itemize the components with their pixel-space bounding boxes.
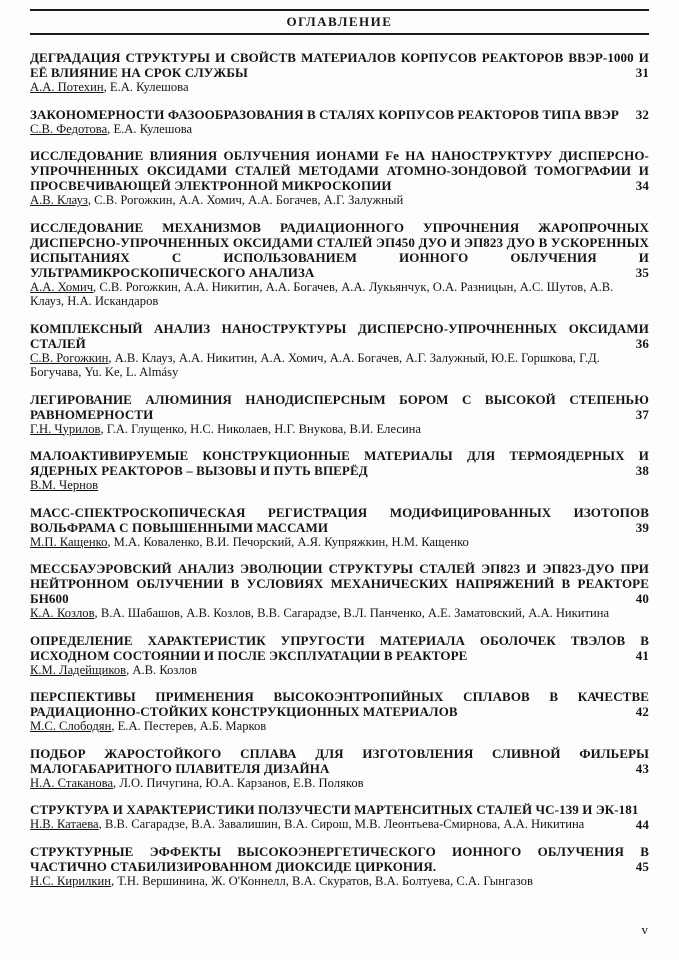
entry-title: ОПРЕДЕЛЕНИЕ ХАРАКТЕРИСТИК УПРУГОСТИ МАТЕРИАЛА ОБОЛОЧЕК ТВЭЛОВ В ИСХОДНОМ СОСТОЯНИИ И ПОСЛЕ ЭКСПЛУАТАЦИИ В РЕАКТОРЕ: [30, 632, 649, 663]
toc-entry: [30, 746, 649, 791]
toc-header: [30, 9, 649, 35]
toc-entry: [30, 633, 649, 678]
entry-authors: [30, 535, 649, 550]
entry-first-author: Н.А. Стаканова: [30, 775, 114, 790]
entry-title-row: [30, 689, 649, 719]
entry-title: ЗАКОНОМЕРНОСТИ ФАЗООБРАЗОВАНИЯ В СТАЛЯХ КОРПУСОВ РЕАКТОРОВ ТИПА ВВЭР: [30, 106, 619, 122]
entry-first-author: А.А. Хомич: [30, 279, 94, 294]
toc-entry: [30, 505, 649, 550]
entry-title-row: [30, 50, 649, 80]
entry-page-number: 44: [635, 817, 649, 832]
entry-first-author: В.М. Чернов: [30, 478, 99, 492]
entry-first-author: К.А. Козлов: [30, 606, 95, 620]
entry-title: МАСС-СПЕКТРОСКОПИЧЕСКАЯ РЕГИСТРАЦИЯ МОДИФИЦИРОВАННЫХ ИЗОТОПОВ ВОЛЬФРАМА С ПОВЫШЕННЫМИ МАССАМИ: [30, 504, 649, 535]
entry-other-authors: , А.В. Козлов: [126, 662, 197, 677]
entry-title-row: [30, 321, 649, 351]
entry-title: МЕССБАУЭРОВСКИЙ АНАЛИЗ ЭВОЛЮЦИИ СТРУКТУРЫ СТАЛЕЙ ЭП823 И ЭП823-ДУО ПРИ НЕЙТРОННОМ ОБЛУЧЕНИИ В УСЛОВИЯХ МЕХАНИЧЕСКИХ НАПРЯЖЕНИЙ В РЕАКТОРЕ БН600: [30, 561, 649, 606]
entry-authors: [30, 351, 649, 380]
entry-authors: [30, 280, 649, 309]
entry-title: ИССЛЕДОВАНИЕ ВЛИЯНИЯ ОБЛУЧЕНИЯ ИОНАМИ Fe НА НАНОСТРУКТУРУ ДИСПЕРСНО-УПРОЧНЕННЫХ ОКСИДАМИ СТАЛЕЙ МЕТОДАМИ АТОМНО-ЗОНДОВОЙ ТОМОГРАФИИ И ПРОСВЕЧИВАЮЩЕЙ ЭЛЕКТРОННОЙ МИКРОСКОПИИ: [30, 148, 649, 193]
entry-first-author: М.П. Кащенко: [30, 534, 108, 549]
entry-first-author: К.М. Ладейщиков: [30, 662, 127, 677]
toc-entry: [30, 561, 649, 621]
entry-other-authors: , Е.А. Пестерев, А.Б. Марков: [111, 719, 267, 733]
toc-entry: [30, 107, 649, 137]
entry-page-number: 41: [635, 647, 649, 663]
entry-page-number: 34: [635, 178, 649, 193]
entry-other-authors: , М.А. Коваленко, В.И. Печорский, А.Я. Купряжкин, Н.М. Кащенко: [107, 534, 469, 549]
entry-page-number: 42: [635, 704, 649, 719]
entry-authors: [30, 874, 649, 889]
entry-page-number: 38: [635, 463, 649, 478]
entry-title: ДЕГРАДАЦИЯ СТРУКТУРЫ И СВОЙСТВ МАТЕРИАЛОВ КОРПУСОВ РЕАКТОРОВ ВВЭР-1000 И ЕЁ ВЛИЯНИЕ НА СРОК СЛУЖБЫ: [30, 50, 649, 80]
entry-title-row: [30, 844, 649, 874]
entry-title: ПЕРСПЕКТИВЫ ПРИМЕНЕНИЯ ВЫСОКОЭНТРОПИЙНЫХ СПЛАВОВ В КАЧЕСТВЕ РАДИАЦИОННО-СТОЙКИХ КОНСТРУКЦИОННЫХ МАТЕРИАЛОВ: [30, 689, 649, 719]
entry-title-row: [30, 392, 649, 422]
entry-other-authors: , Т.Н. Вершинина, Ж. О'Коннелл, В.А. Скуратов, В.А. Болтуева, С.А. Гынгазов: [111, 873, 533, 888]
entry-other-authors: , В.В. Сагарадзе, В.А. Завалишин, В.А. Сирош, М.В. Леонтьева-Смирнова, А.А. Никитина: [98, 817, 585, 831]
entry-authors: [30, 422, 649, 437]
entry-first-author: Н.С. Кирилкин: [30, 873, 111, 888]
entry-title: ЛЕГИРОВАНИЕ АЛЮМИНИЯ НАНОДИСПЕРСНЫМ БОРОМ С ВЫСОКОЙ СТЕПЕНЬЮ РАВНОМЕРНОСТИ: [30, 391, 649, 422]
entry-first-author: Н.В. Катаева: [30, 817, 99, 831]
entry-title-row: [30, 746, 649, 776]
entry-page-number: 36: [635, 335, 649, 351]
toc-entry: [30, 392, 649, 437]
entry-page-number: 35: [635, 264, 649, 280]
entry-authors: [30, 776, 649, 791]
entry-other-authors: , Г.А. Глущенко, Н.С. Николаев, Н.Г. Внукова, В.И. Елесина: [100, 421, 422, 436]
toc-entry: [30, 448, 649, 493]
entry-authors: [30, 80, 649, 95]
entry-authors: [30, 817, 649, 832]
header-rule-bottom: [30, 33, 649, 35]
toc-entry: [30, 844, 649, 889]
entry-first-author: С.В. Рогожкин: [30, 350, 109, 365]
entry-page-number: 32: [635, 106, 649, 122]
entry-page-number: 40: [635, 591, 649, 606]
entry-title-row: [30, 505, 649, 535]
entry-title: СТРУКТУРНЫЕ ЭФФЕКТЫ ВЫСОКОЭНЕРГЕТИЧЕСКОГО ИОННОГО ОБЛУЧЕНИЯ В ЧАСТИЧНО СТАБИЛИЗИРОВАННОМ ДИОКСИДЕ ЦИРКОНИЯ.: [30, 843, 649, 874]
entry-other-authors: , С.В. Рогожкин, А.А. Хомич, А.А. Богачев, А.Г. Залужный: [87, 193, 404, 207]
entry-authors: [30, 478, 649, 493]
entry-page-number: 45: [635, 858, 649, 874]
entry-first-author: С.В. Федотова: [30, 121, 108, 136]
entry-title: ПОДБОР ЖАРОСТОЙКОГО СПЛАВА ДЛЯ ИЗГОТОВЛЕНИЯ СЛИВНОЙ ФИЛЬЕРЫ МАЛОГАБАРИТНОГО ПЛАВИТЕЛЯ ДИЗАЙНА: [30, 745, 649, 776]
toc-entry: [30, 50, 649, 95]
page-title: ОГЛАВЛЕНИЕ: [286, 14, 393, 29]
entry-title-row: [30, 148, 649, 193]
entry-page-number: 39: [635, 519, 649, 535]
entry-first-author: М.С. Слободян: [30, 719, 112, 733]
entry-other-authors: , В.А. Шабашов, А.В. Козлов, В.В. Сагарадзе, В.Л. Панченко, А.Е. Заматовский, А.А. Никитина: [94, 606, 610, 620]
entry-title: ИССЛЕДОВАНИЕ МЕХАНИЗМОВ РАДИАЦИОННОГО УПРОЧНЕНИЯ ЖАРОПРОЧНЫХ ДИСПЕРСНО-УПРОЧНЕННЫХ ОКСИДАМИ СТАЛЕЙ ЭП450 ДУО И ЭП823 ДУО В УСКОРЕННЫХ ИСПЫТАНИЯХ С ИСПОЛЬЗОВАНИЕМ ИОННОГО ОБЛУЧЕНИЯ И УЛЬТРАМИКРОСКОПИЧЕСКОГО АНАЛИЗА: [30, 219, 649, 280]
entry-first-author: Г.Н. Чурилов: [30, 421, 101, 436]
entry-authors: [30, 193, 649, 208]
toc-entry: [30, 802, 649, 832]
entry-authors: [30, 663, 649, 678]
toc-entry: [30, 321, 649, 380]
entry-authors: [30, 606, 649, 621]
page-footer-number: v: [641, 922, 648, 937]
entry-other-authors: , Е.А. Кулешова: [103, 80, 189, 94]
entry-title: СТРУКТУРА И ХАРАКТЕРИСТИКИ ПОЛЗУЧЕСТИ МАРТЕНСИТНЫХ СТАЛЕЙ ЧС-139 И ЭК-181: [30, 802, 639, 817]
toc-entry: [30, 148, 649, 208]
entry-title: КОМПЛЕКСНЫЙ АНАЛИЗ НАНОСТРУКТУРЫ ДИСПЕРСНО-УПРОЧНЕННЫХ ОКСИДАМИ СТАЛЕЙ: [30, 320, 649, 351]
entry-authors: [30, 122, 649, 137]
entry-title-row: [30, 220, 649, 280]
toc-entry: [30, 689, 649, 734]
toc-entries: [30, 50, 649, 888]
entry-title-row: [30, 107, 649, 122]
entry-title-row: [30, 633, 649, 663]
entry-first-author: А.А. Потехин: [30, 80, 104, 94]
entry-authors: [30, 719, 649, 734]
toc-entry: [30, 220, 649, 309]
entry-title-row: [30, 448, 649, 478]
entry-other-authors: , Е.А. Кулешова: [107, 121, 193, 136]
entry-first-author: А.В. Клауз: [30, 193, 88, 207]
entry-other-authors: , С.В. Рогожкин, А.А. Никитин, А.А. Богачев, А.А. Лукьянчук, О.А. Разницын, А.С. Шутов, А.В. Клауз, Н.А. Искандаров: [30, 279, 614, 308]
entry-page-number: 31: [635, 65, 649, 80]
entry-title-row: [30, 561, 649, 606]
entry-other-authors: , Л.О. Пичугина, Ю.А. Карзанов, Е.В. Поляков: [113, 775, 364, 790]
entry-other-authors: , А.В. Клауз, А.А. Никитин, А.А. Хомич, А.А. Богачев, А.Г. Залужный, Ю.Е. Горшкова, Г.Д. Богучава, Yu. Ke, L. Almásy: [30, 350, 600, 379]
entry-page-number: 37: [635, 406, 649, 422]
entry-title: МАЛОАКТИВИРУЕМЫЕ КОНСТРУКЦИОННЫЕ МАТЕРИАЛЫ ДЛЯ ТЕРМОЯДЕРНЫХ И ЯДЕРНЫХ РЕАКТОРОВ – ВЫЗОВЫ И ПУТЬ ВПЕРЁД: [30, 448, 649, 478]
entry-page-number: 43: [635, 760, 649, 776]
